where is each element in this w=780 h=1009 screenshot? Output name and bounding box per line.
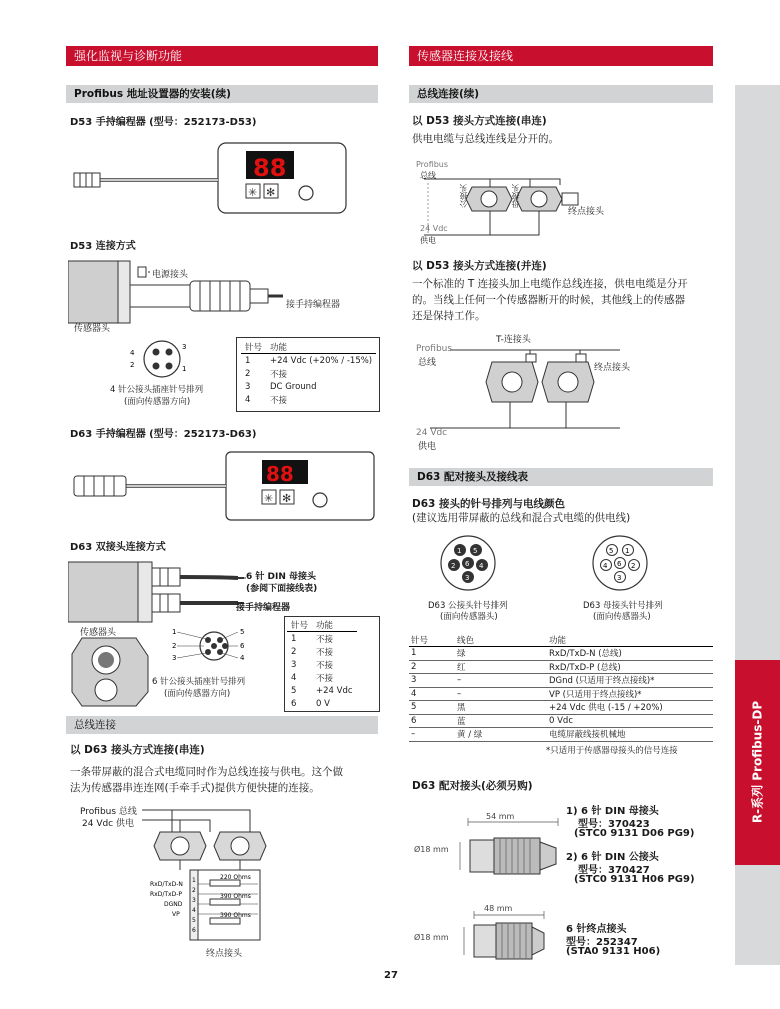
side-tab[interactable] xyxy=(735,660,780,865)
d53-parallel-text-2: 的。当线上任何一个传感器断开的时候，其他线上的传感器 xyxy=(412,294,685,306)
svg-text:2: 2 xyxy=(172,642,177,650)
snowflake-icon: ✳ xyxy=(264,492,274,505)
d53-connection-illustration xyxy=(68,255,368,330)
wire-note: *只适用于传感器母接头的信号连接 xyxy=(546,746,678,756)
table-row: 6 蓝 0 Vdc xyxy=(409,714,713,728)
svg-text:1: 1 xyxy=(182,365,187,373)
pin4-caption-1: 4 针公接头插座针号排列 xyxy=(110,385,204,395)
svg-text:6: 6 xyxy=(240,642,245,650)
svg-text:5: 5 xyxy=(609,547,614,555)
d53-programmer-illustration xyxy=(68,135,368,225)
svg-text:6: 6 xyxy=(465,560,470,568)
label-power-connector: 电源接头 xyxy=(152,270,189,280)
table-row: – 黄 / 绿 电缆屏蔽线接机械地 xyxy=(409,728,713,742)
d53-parallel-terminal: 终点接头 xyxy=(594,363,631,373)
table-row: 3 DC Ground xyxy=(245,381,317,392)
svg-text:1: 1 xyxy=(625,547,630,555)
gear-icon: ✻ xyxy=(282,492,292,505)
pin4-table-box xyxy=(236,337,380,412)
svg-text:6: 6 xyxy=(617,560,622,568)
svg-text:4: 4 xyxy=(479,562,484,570)
page-number: 27 xyxy=(384,970,398,981)
pin4-header-func: 功能 xyxy=(266,341,376,354)
label-handheld-connector: 接手持编程器 xyxy=(286,300,341,310)
d53-display-digits: 88 xyxy=(253,154,287,182)
table-row: 4 不接 xyxy=(245,394,288,406)
left-section-title: 强化监视与诊断功能 xyxy=(66,46,378,66)
svg-text:1: 1 xyxy=(192,877,196,884)
d53-series-power: 供电 xyxy=(420,236,436,245)
svg-text:2: 2 xyxy=(130,361,135,369)
table-row: 4 – VP (只适用于终点接线)* xyxy=(409,687,713,701)
table-row: 6 0 V xyxy=(291,698,330,709)
label-sensor-head-2: 传感器头 xyxy=(80,628,117,638)
male-pin-caption-1: D63 公接头针号排列 xyxy=(428,601,508,611)
item2-line2: 型号：370427 xyxy=(578,865,650,876)
side-tab-label: R-系列 Profibus-DP xyxy=(750,700,765,824)
item1-line2: 型号：370423 xyxy=(578,819,650,830)
pin6-caption-2: (面向传感器方向) xyxy=(164,689,231,699)
bus-label-24v: 24 Vdc 供电 xyxy=(82,819,134,829)
item3-line1: 6 针终点接头 xyxy=(566,924,627,935)
pin6-table-box xyxy=(284,616,380,712)
svg-text:1: 1 xyxy=(457,547,462,555)
svg-text:4: 4 xyxy=(603,562,608,570)
item1-line1: 1) 6 针 DIN 母接头 xyxy=(566,806,659,817)
d53-series-bus: 总线 xyxy=(420,171,436,180)
mating-title: D63 配对接头(必须另购) xyxy=(412,780,533,792)
d63-pin-diagrams xyxy=(410,532,710,596)
svg-text:5: 5 xyxy=(192,917,196,924)
d53-title: D53 手持编程器 (型号：252173-D53) xyxy=(70,117,257,128)
svg-text:RxD/TxD-P: RxD/TxD-P xyxy=(150,891,182,898)
dim-18mm-a: Ø18 mm xyxy=(414,845,449,854)
terminal-label: 终点接头 xyxy=(206,949,243,959)
svg-text:3: 3 xyxy=(172,654,177,662)
table-row: 1 绿 RxD/TxD-N (总线) xyxy=(409,647,713,661)
pin4-header-pin: 针号 xyxy=(241,341,266,354)
svg-text:RxD/TxD-N: RxD/TxD-N xyxy=(150,881,183,888)
d53-series-male: 公接头 xyxy=(459,184,468,208)
svg-text:5: 5 xyxy=(240,628,245,636)
label-din6-female-1: 6 针 DIN 母接头 xyxy=(246,572,317,582)
dim-18mm-b: Ø18 mm xyxy=(414,933,449,942)
female-pin-caption-2: (面向传感器头) xyxy=(593,612,651,622)
right-section-title: 传感器连接及接线 xyxy=(409,46,713,66)
d53-parallel-text-1: 一个标准的 T 连接头加上电缆作总线连接，供电电缆是分开 xyxy=(412,278,688,290)
table-row: 4 不接 xyxy=(291,672,334,684)
svg-text:DGND: DGND xyxy=(164,901,183,908)
svg-text:4: 4 xyxy=(192,907,196,914)
svg-text:2: 2 xyxy=(192,887,196,894)
bus-text-1: 一条带屏蔽的混合式电缆同时作为总线连接与供电。这个做 xyxy=(70,766,343,778)
table-row: 5 +24 Vdc xyxy=(291,685,353,696)
wire-color-table: 针号 线色 功能 1 绿 RxD/TxD-N (总线) 2 红 RxD/TxD-P (总线) 3 – DGnd (只适用于终点接线)* 4 – VP (只适用于终点接线)* 5 黑 +24 Vdc 供电 (-15 / +20%) 6 蓝 0 Vdc – 黄 / 绿 电缆屏蔽线接机械地 xyxy=(409,633,713,742)
label-handheld-2: 接手持编程器 xyxy=(236,603,291,613)
bus-label-profibus: Profibus 总线 xyxy=(80,807,137,817)
d53-parallel-profibus: Profibus xyxy=(416,344,453,354)
table-row: 1 +24 Vdc (+20% / -15%) xyxy=(245,355,373,366)
bus-connection-bar: 总线连接 xyxy=(66,716,378,734)
svg-text:3: 3 xyxy=(617,574,622,582)
female-pin-caption-1: D63 母接头针号排列 xyxy=(583,601,663,611)
label-sensor-head: 传感器头 xyxy=(74,324,111,334)
svg-text:3: 3 xyxy=(465,574,470,582)
d53-series-title: 以 D53 接头方式连接(串连) xyxy=(412,115,547,127)
d53-series-diagram xyxy=(410,155,650,250)
item2-line1: 2) 6 针 DIN 公接头 xyxy=(566,852,659,863)
table-row: 5 黑 +24 Vdc 供电 (-15 / +20%) xyxy=(409,701,713,715)
pin4-caption-2: (面向传感器方向) xyxy=(124,397,191,407)
pin4-diagram xyxy=(118,335,208,385)
d53-series-female: 母接头 xyxy=(511,184,520,208)
t-connector-label: T-连接头 xyxy=(496,335,531,345)
svg-text:390 Ohms: 390 Ohms xyxy=(220,912,251,919)
svg-text:4: 4 xyxy=(130,349,135,357)
svg-text:3: 3 xyxy=(182,343,187,351)
table-row: 3 不接 xyxy=(291,659,334,671)
pin6-caption-1: 6 针公接头插座针号排列 xyxy=(152,677,246,687)
svg-text:2: 2 xyxy=(631,562,636,570)
d63-pin-title: D63 接头的针号排列与电线颜色 xyxy=(412,498,565,510)
item1-line3: (STC0 9131 D06 PG9) xyxy=(574,828,695,839)
d53-series-profibus: Profibus xyxy=(416,160,449,169)
table-row: 2 不接 xyxy=(291,646,334,658)
item2-line3: (STC0 9131 H06 PG9) xyxy=(574,874,695,885)
table-row: 2 不接 xyxy=(245,368,288,380)
bus-text-2: 法为传感器串连连网(手牵手式)提供方便快捷的连接。 xyxy=(70,782,320,794)
svg-text:1: 1 xyxy=(172,628,177,636)
svg-text:390 Ohms: 390 Ohms xyxy=(220,893,251,900)
d53-parallel-bus: 总线 xyxy=(418,358,437,368)
svg-text:6: 6 xyxy=(192,927,196,934)
d63-bar: D63 配对接头及接线表 xyxy=(409,468,713,486)
svg-text:220 Ohms: 220 Ohms xyxy=(220,874,251,881)
d53-series-text: 供电电缆与总线连线是分开的。 xyxy=(412,133,559,145)
right-sub-bar: 总线连接(续) xyxy=(409,85,713,103)
dim-54mm: 54 mm xyxy=(486,812,515,821)
d53-parallel-text-3: 还是保持工作。 xyxy=(412,310,486,322)
table-row: 2 红 RxD/TxD-P (总线) xyxy=(409,660,713,674)
svg-text:2: 2 xyxy=(451,562,456,570)
svg-text:5: 5 xyxy=(473,547,478,555)
snowflake-icon: ✳ xyxy=(248,186,258,199)
male-pin-caption-2: (面向传感器头) xyxy=(440,612,498,622)
dim-48mm: 48 mm xyxy=(484,904,513,913)
svg-text:3: 3 xyxy=(192,897,196,904)
table-row: 1 不接 xyxy=(291,633,334,645)
label-din6-female-2: (参阅下面接线表) xyxy=(246,584,318,594)
item3-line3: (STA0 9131 H06) xyxy=(566,946,661,957)
d63-programmer-illustration xyxy=(68,448,378,528)
left-sub-bar: Profibus 地址设置器的安装(续) xyxy=(66,85,378,103)
table-row: 3 – DGnd (只适用于终点接线)* xyxy=(409,674,713,688)
d53-parallel-power: 供电 xyxy=(418,442,437,452)
d63-display-digits: 88 xyxy=(266,462,294,486)
item3-line2: 型号：252347 xyxy=(566,937,638,948)
gear-icon: ✻ xyxy=(266,186,276,199)
d53-series-terminal: 终点接头 xyxy=(568,207,605,217)
d63-title: D63 手持编程器 (型号：252173-D63) xyxy=(70,429,257,440)
d53-series-24v: 24 Vdc xyxy=(420,224,448,233)
d53-parallel-24v: 24 Vdc xyxy=(416,428,448,438)
d63-conn-title: D63 双接头连接方式 xyxy=(70,542,166,553)
svg-text:VP: VP xyxy=(172,911,180,918)
pin4-table xyxy=(241,341,376,406)
svg-text:4: 4 xyxy=(240,654,245,662)
pin6-table: 针号 功能 1 不接 2 不接 3 不接 4 不接 5 +24 Vdc 6 0 V xyxy=(287,619,357,710)
d53-parallel-title: 以 D53 接头方式连接(并连) xyxy=(412,260,547,272)
bus-sub-title: 以 D63 接头方式连接(串连) xyxy=(70,744,205,756)
d53-conn-title: D53 连接方式 xyxy=(70,241,136,252)
d63-pin-subtitle: (建议选用带屏蔽的总线和混合式电缆的供电线) xyxy=(412,512,631,524)
